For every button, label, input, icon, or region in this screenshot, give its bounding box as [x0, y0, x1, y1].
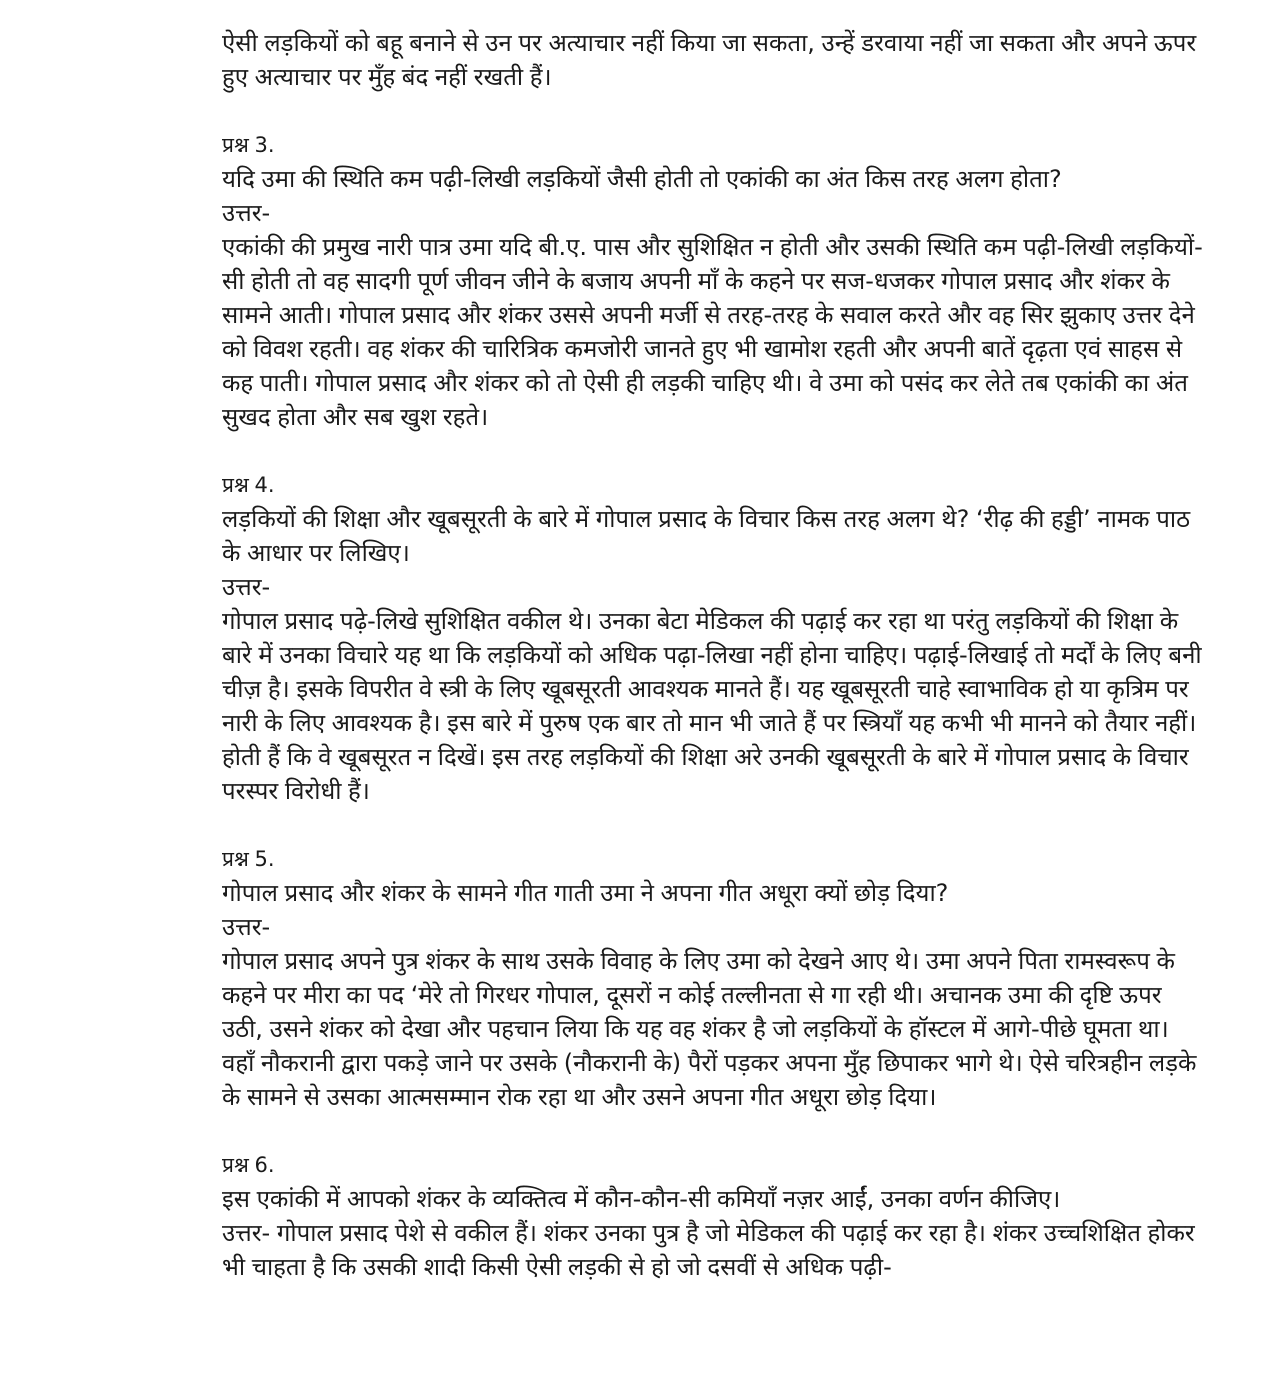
- section-gap: [222, 94, 1207, 128]
- question-3-section: [222, 128, 1207, 434]
- question-3-label: प्रश्न 3.: [222, 133, 275, 157]
- answer-5-label: उत्तर-: [222, 913, 271, 941]
- question-4-text: लड़कियों की शिक्षा और खूबसूरती के बारे में गोपाल प्रसाद के विचार किस तरह अलग थे? ‘रीढ़ की हड्डी’ नामक पाठ के आधार पर लिखिए।: [222, 505, 1191, 567]
- question-3-text: यदि उमा की स्थिति कम पढ़ी-लिखी लड़कियों जैसी होती तो एकांकी का अंत किस तरह अलग होता?: [222, 165, 1062, 193]
- question-4-section: [222, 468, 1207, 808]
- answer-5-text: गोपाल प्रसाद अपने पुत्र शंकर के साथ उसके विवाह के लिए उमा को देखने आए थे। उमा अपने पिता रामस्वरूप के कहने पर मीरा का पद ‘मेरे तो गिरधर गोपाल, दूसरों न कोई तल्लीनता से गा रही थी। अचानक उमा की दृष्टि ऊपर उठी, उसने शंकर को देखा और पहचान लिया कि यह वह शंकर है जो लड़कियों के हॉस्टल में आगे-पीछे घूमता था। वहाँ नौकरानी द्वारा पकड़े जाने पर उसके (नौकरानी के) पैरों पड़कर अपना मुँह छिपाकर भागे थे। ऐसे चरित्रहीन लड़के के सामने से उसका आत्मसम्मान रोक रहा था और उसने अपना गीत अधूरा छोड़ दिया।: [222, 947, 1197, 1111]
- question-5-label: प्रश्न 5.: [222, 847, 275, 871]
- answer-3-label: उत्तर-: [222, 199, 271, 227]
- document-page: [222, 26, 1207, 1284]
- answer-4-text: गोपाल प्रसाद पढ़े-लिखे सुशिक्षित वकील थे। उनका बेटा मेडिकल की पढ़ाई कर रहा था परंतु लड़कियों की शिक्षा के बारे में उनका विचारे यह था कि लड़कियों को अधिक पढ़ा-लिखा नहीं होना चाहिए। पढ़ाई-लिखाई तो मर्दों के लिए बनी चीज़ है। इसके विपरीत वे स्त्री के लिए खूबसूरती आवश्यक मानते हैं। यह खूबसूरती चाहे स्वाभाविक हो या कृत्रिम पर नारी के लिए आवश्यक है। इस बारे में पुरुष एक बार तो मान भी जाते हैं पर स्त्रियाँ यह कभी भी मानने को तैयार नहीं। होती हैं कि वे खूबसूरत न दिखें। इस तरह लड़कियों की शिक्षा अरे उनकी खूबसूरती के बारे में गोपाल प्रसाद के विचार परस्पर विरोधी हैं।: [222, 607, 1202, 805]
- answer-3-text: एकांकी की प्रमुख नारी पात्र उमा यदि बी.ए. पास और सुशिक्षित न होती और उसकी स्थिति कम पढ़ी-लिखी लड़कियों-सी होती तो वह सादगी पूर्ण जीवन जीने के बजाय अपनी माँ के कहने पर सज-धजकर गोपाल प्रसाद और शंकर के सामने आती। गोपाल प्रसाद और शंकर उससे अपनी मर्जी से तरह-तरह के सवाल करते और वह सिर झुकाए उत्तर देने को विवश रहती। वह शंकर की चारित्रिक कमजोरी जानते हुए भी खामोश रहती और अपनी बातें दृढ़ता एवं साहस से कह पाती। गोपाल प्रसाद और शंकर को तो ऐसी ही लड़की चाहिए थी। वे उमा को पसंद कर लेते तब एकांकी का अंत सुखद होता और सब खुश रहते।: [222, 233, 1203, 431]
- section-gap: [222, 808, 1207, 842]
- question-4-label: प्रश्न 4.: [222, 473, 275, 497]
- section-gap: [222, 1114, 1207, 1148]
- answer-4-label: उत्तर-: [222, 573, 271, 601]
- question-5-text: गोपाल प्रसाद और शंकर के सामने गीत गाती उमा ने अपना गीत अधूरा क्यों छोड़ दिया?: [222, 879, 949, 907]
- answer-6-text: उत्तर- गोपाल प्रसाद पेशे से वकील हैं। शंकर उनका पुत्र है जो मेडिकल की पढ़ाई कर रहा है। शंकर उच्चशिक्षित होकर भी चाहता है कि उसकी शादी किसी ऐसी लड़की से हो जो दसवीं से अधिक पढ़ी-: [222, 1219, 1195, 1281]
- question-6-label: प्रश्न 6.: [222, 1153, 275, 1177]
- question-6-section: [222, 1148, 1207, 1284]
- question-5-section: [222, 842, 1207, 1114]
- question-6-text: इस एकांकी में आपको शंकर के व्यक्तित्व में कौन-कौन-सी कमियाँ नज़र आईं, उनका वर्णन कीजिए।: [222, 1185, 1061, 1213]
- intro-paragraph: ऐसी लड़कियों को बहू बनाने से उन पर अत्याचार नहीं किया जा सकता, उन्हें डरवाया नहीं जा सकता और अपने ऊपर हुए अत्याचार पर मुँह बंद नहीं रखती हैं।: [222, 29, 1197, 91]
- section-gap: [222, 434, 1207, 468]
